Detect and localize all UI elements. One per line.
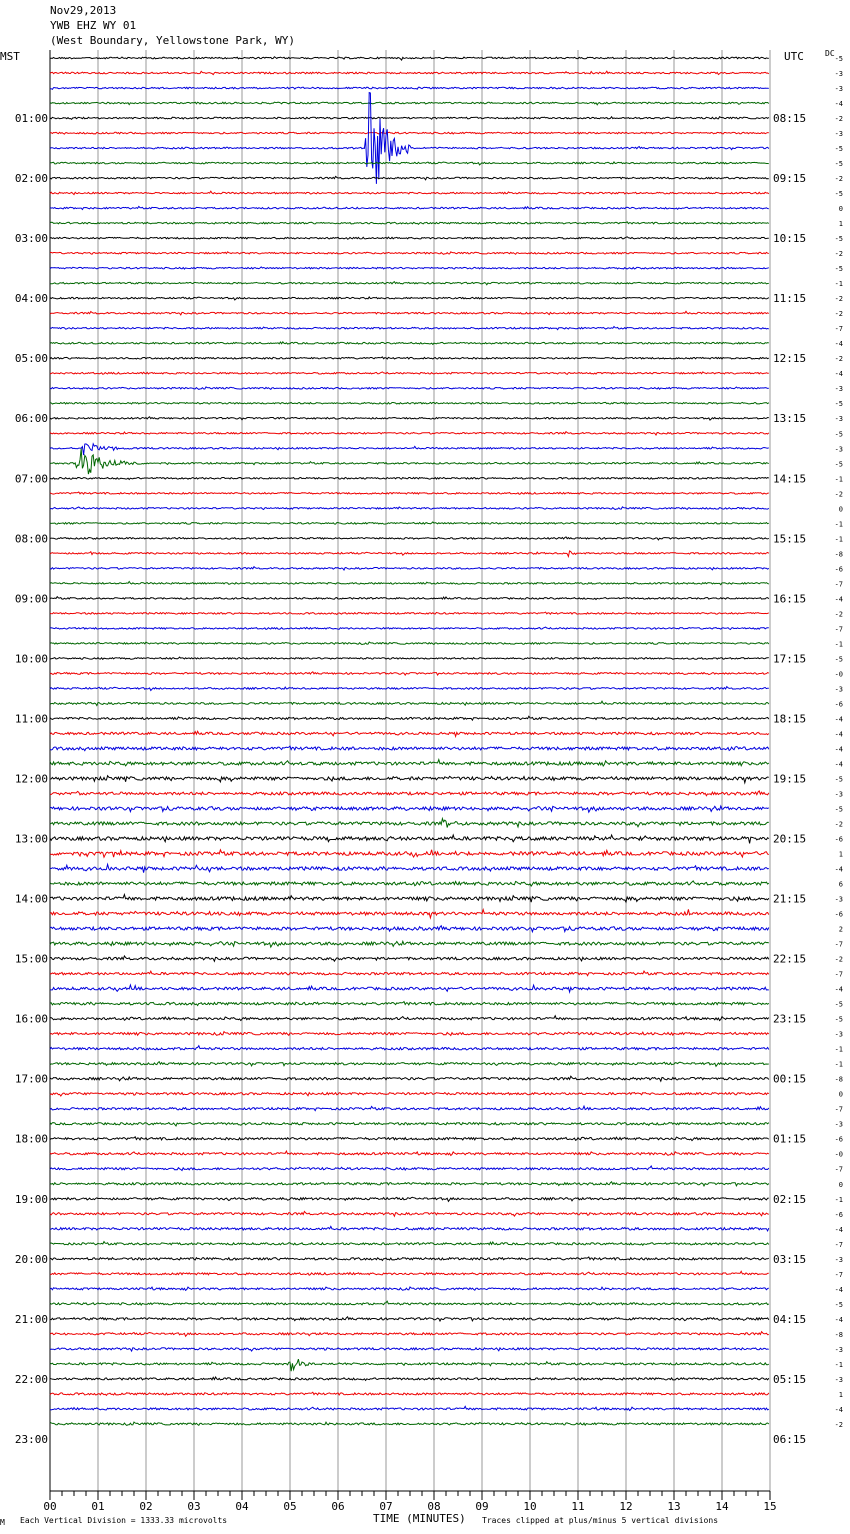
trace-line: [50, 1137, 769, 1141]
trace-line: [50, 1332, 769, 1337]
dc-offset-label: -4: [834, 745, 843, 754]
hour-label-local: 17:00: [14, 1072, 48, 1086]
hour-label-utc: 01:15: [773, 1132, 807, 1146]
dc-offset-label: -5: [834, 400, 843, 409]
trace-line: [50, 1151, 769, 1156]
dc-offset-label: 0: [838, 205, 843, 214]
dc-offset-label: -4: [834, 595, 843, 604]
dc-label: DC: [825, 49, 835, 58]
trace-line: [50, 687, 769, 691]
trace-line: [50, 176, 769, 179]
right-timezone-label: UTC: [784, 50, 804, 63]
trace-line: [50, 551, 769, 557]
dc-offset-label: -1: [834, 280, 843, 289]
dc-offset-label: 1: [838, 220, 843, 229]
dc-offset-label: -2: [834, 115, 843, 124]
hour-label-local: 20:00: [14, 1252, 48, 1266]
trace-line: [50, 1093, 769, 1097]
date-label: Nov29,2013: [50, 4, 117, 17]
x-tick-label: 00: [43, 1500, 57, 1513]
x-tick-label: 11: [571, 1500, 585, 1513]
trace-line: [50, 477, 769, 479]
hour-label-local: 14:00: [14, 892, 48, 906]
dc-offset-label: 6: [838, 880, 843, 889]
trace-line: [50, 760, 769, 766]
dc-offset-label: -3: [834, 130, 843, 139]
hour-label-utc: 05:15: [773, 1372, 807, 1386]
corner-mark: M: [0, 1518, 5, 1527]
trace-line: [50, 1182, 769, 1186]
dc-offset-label: -5: [834, 655, 843, 664]
hour-label-utc: 03:15: [773, 1252, 807, 1266]
dc-offset-label: -1: [834, 1360, 843, 1369]
hour-label-local: 22:00: [14, 1372, 48, 1386]
dc-offset-label: -3: [834, 1375, 843, 1384]
x-tick-label: 14: [715, 1500, 729, 1513]
hour-label-utc: 10:15: [773, 232, 807, 246]
hour-label-utc: 15:15: [773, 532, 807, 546]
dc-offset-label: -1: [834, 535, 843, 544]
trace-line: [50, 1317, 769, 1321]
hour-label-utc: 18:15: [773, 712, 807, 726]
dc-offset-label: -8: [834, 550, 843, 559]
trace-line: [50, 850, 769, 858]
hour-label-utc: 11:15: [773, 292, 807, 306]
dc-offset-label: -1: [834, 520, 843, 529]
hour-label-utc: 02:15: [773, 1192, 807, 1206]
trace-line: [50, 956, 769, 961]
trace-line: [50, 582, 769, 585]
dc-offset-label: -1: [834, 1195, 843, 1204]
trace-line: [50, 1062, 769, 1067]
dc-offset-label: -3: [834, 70, 843, 79]
hour-label-local: 21:00: [14, 1312, 48, 1326]
trace-line: [50, 819, 769, 828]
x-tick-label: 03: [187, 1500, 201, 1513]
dc-offset-label: -3: [834, 790, 843, 799]
dc-offset-label: -4: [834, 100, 843, 109]
dc-offset-label: -3: [834, 1255, 843, 1264]
trace-line: [50, 835, 769, 843]
dc-offset-label: -3: [834, 895, 843, 904]
trace-line: [50, 746, 769, 751]
dc-offset-label: 0: [838, 505, 843, 514]
trace-line: [50, 791, 769, 796]
hour-label-local: 04:00: [14, 292, 48, 306]
dc-offset-label: -4: [834, 1225, 843, 1234]
dc-offset-label: -3: [834, 1120, 843, 1129]
trace-line: [50, 1016, 769, 1021]
hour-label-local: 02:00: [14, 172, 48, 186]
dc-offset-label: -4: [834, 340, 843, 349]
trace-line: [50, 71, 769, 74]
dc-offset-label: -2: [834, 295, 843, 304]
dc-offset-label: -1: [834, 640, 843, 649]
dc-offset-label: -2: [834, 310, 843, 319]
trace-line: [50, 1123, 769, 1126]
dc-offset-label: -2: [834, 250, 843, 259]
trace-line: [50, 1076, 769, 1081]
hour-label-local: 15:00: [14, 952, 48, 966]
trace-line: [50, 909, 769, 918]
trace-line: [50, 1002, 769, 1006]
x-tick-label: 04: [235, 1500, 249, 1513]
dc-offset-label: 1: [838, 850, 843, 859]
x-tick-label: 10: [523, 1500, 537, 1513]
hour-label-local: 23:00: [14, 1432, 48, 1446]
hour-label-utc: 13:15: [773, 412, 807, 426]
dc-offset-label: -5: [834, 145, 843, 154]
hour-label-local: 16:00: [14, 1012, 48, 1026]
dc-offset-label: -5: [834, 265, 843, 274]
dc-offset-label: 0: [838, 1090, 843, 1099]
hour-label-utc: 23:15: [773, 1012, 807, 1026]
trace-line: [50, 1046, 769, 1050]
trace-line: [50, 282, 769, 285]
dc-offset-label: -3: [834, 1345, 843, 1354]
dc-offset-label: -2: [834, 820, 843, 829]
location-label: (West Boundary, Yellowstone Park, WY): [50, 34, 296, 47]
trace-line: [50, 267, 769, 269]
trace-line: [50, 402, 769, 404]
trace-line: [50, 387, 769, 390]
hour-label-local: 19:00: [14, 1192, 48, 1206]
trace-line: [50, 449, 769, 475]
trace-line: [50, 93, 769, 184]
hour-label-utc: 21:15: [773, 892, 807, 906]
x-tick-label: 05: [283, 1500, 297, 1513]
trace-line: [50, 941, 769, 947]
x-tick-label: 07: [379, 1500, 393, 1513]
dc-offset-label: -3: [834, 1030, 843, 1039]
trace-line: [50, 102, 769, 105]
hour-label-local: 12:00: [14, 772, 48, 786]
trace-line: [50, 1422, 769, 1425]
dc-offset-label: -3: [834, 385, 843, 394]
dc-offset-label: -2: [834, 610, 843, 619]
trace-line: [50, 971, 769, 976]
dc-offset-label: -1: [834, 1045, 843, 1054]
dc-offset-label: -3: [834, 685, 843, 694]
trace-line: [50, 87, 769, 89]
hour-label-utc: 09:15: [773, 172, 807, 186]
dc-offset-label: -3: [834, 415, 843, 424]
trace-line: [50, 132, 769, 134]
trace-line: [50, 432, 769, 435]
dc-offset-label: -4: [834, 1285, 843, 1294]
dc-offset-label: -5: [834, 775, 843, 784]
x-tick-label: 06: [331, 1500, 345, 1513]
trace-line: [50, 507, 769, 510]
trace-line: [50, 657, 769, 659]
trace-line: [50, 627, 769, 629]
trace-line: [50, 1032, 769, 1036]
dc-offset-label: -7: [834, 1165, 843, 1174]
trace-line: [50, 864, 769, 872]
clip-note: Traces clipped at plus/minus 5 vertical divisions: [482, 1516, 719, 1525]
trace-line: [50, 985, 769, 992]
dc-offset-label: 2: [838, 925, 843, 934]
dc-offset-label: -6: [834, 910, 843, 919]
trace-line: [50, 1226, 769, 1231]
trace-line: [50, 222, 769, 225]
dc-offset-label: -2: [834, 955, 843, 964]
trace-line: [50, 1287, 769, 1290]
hour-label-local: 07:00: [14, 472, 48, 486]
dc-offset-label: -4: [834, 865, 843, 874]
trace-line: [50, 297, 769, 300]
dc-offset-label: -5: [834, 235, 843, 244]
hour-label-local: 08:00: [14, 532, 48, 546]
dc-offset-label: -5: [834, 160, 843, 169]
dc-offset-label: -4: [834, 730, 843, 739]
dc-offset-label: -2: [834, 490, 843, 499]
dc-offset-label: -8: [834, 1330, 843, 1339]
hour-label-local: 03:00: [14, 232, 48, 246]
trace-line: [50, 417, 769, 420]
dc-offset-label: -7: [834, 1240, 843, 1249]
trace-line: [50, 881, 769, 886]
trace-line: [50, 567, 769, 570]
trace-line: [50, 1301, 769, 1305]
left-timezone-label: MST: [0, 50, 20, 63]
dc-offset-label: -2: [834, 175, 843, 184]
dc-offset-label: 1: [838, 1390, 843, 1399]
dc-offset-label: -5: [834, 430, 843, 439]
trace-line: [50, 57, 769, 60]
trace-line: [50, 672, 769, 675]
x-tick-label: 09: [475, 1500, 489, 1513]
hour-label-local: 09:00: [14, 592, 48, 606]
dc-offset-label: -6: [834, 1210, 843, 1219]
trace-line: [50, 1106, 769, 1110]
dc-offset-label: -7: [834, 1270, 843, 1279]
x-tick-label: 12: [619, 1500, 633, 1513]
trace-line: [50, 731, 769, 736]
station-label: YWB EHZ WY 01: [50, 19, 137, 32]
x-tick-label: 13: [667, 1500, 681, 1513]
dc-offset-label: -5: [834, 1000, 843, 1009]
trace-line: [50, 206, 769, 209]
dc-offset-label: -6: [834, 700, 843, 709]
trace-line: [50, 1406, 769, 1410]
dc-offset-label: -4: [834, 760, 843, 769]
dc-offset-label: -6: [834, 565, 843, 574]
trace-line: [50, 237, 769, 239]
trace-line: [50, 252, 769, 255]
trace-line: [50, 716, 769, 720]
trace-line: [50, 1197, 769, 1201]
hour-label-utc: 19:15: [773, 772, 807, 786]
scale-note: Each Vertical Division = 1333.33 microvolts: [20, 1516, 228, 1525]
dc-offset-label: -4: [834, 1315, 843, 1324]
trace-line: [50, 117, 769, 120]
trace-line: [50, 701, 769, 705]
trace-line: [50, 1211, 769, 1216]
dc-offset-label: -6: [834, 835, 843, 844]
dc-offset-label: -5: [834, 190, 843, 199]
trace-line: [50, 1271, 769, 1275]
dc-offset-label: -1: [834, 1060, 843, 1069]
dc-offset-label: 0: [838, 1180, 843, 1189]
trace-line: [50, 444, 769, 455]
dc-offset-label: -7: [834, 580, 843, 589]
hour-label-utc: 00:15: [773, 1072, 807, 1086]
dc-offset-label: -7: [834, 940, 843, 949]
dc-offset-label: -7: [834, 1105, 843, 1114]
dc-offset-label: -7: [834, 625, 843, 634]
dc-offset-label: -2: [834, 355, 843, 364]
x-axis-title: TIME (MINUTES): [373, 1512, 466, 1525]
hour-label-utc: 16:15: [773, 592, 807, 606]
trace-line: [50, 1359, 769, 1371]
hour-label-utc: 17:15: [773, 652, 807, 666]
dc-offset-label: -5: [834, 460, 843, 469]
hour-label-local: 13:00: [14, 832, 48, 846]
hour-label-local: 11:00: [14, 712, 48, 726]
x-tick-label: 01: [91, 1500, 105, 1513]
trace-line: [50, 1348, 769, 1351]
hour-label-local: 06:00: [14, 412, 48, 426]
hour-label-utc: 22:15: [773, 952, 807, 966]
hour-label-local: 10:00: [14, 652, 48, 666]
dc-offset-label: -4: [834, 370, 843, 379]
dc-offset-label: -5: [834, 805, 843, 814]
dc-offset-label: -3: [834, 85, 843, 94]
trace-line: [50, 612, 769, 614]
hour-label-utc: 06:15: [773, 1432, 807, 1446]
trace-line: [50, 357, 769, 360]
trace-line: [50, 1166, 769, 1171]
dc-offset-label: -6: [834, 1135, 843, 1144]
hour-label-local: 05:00: [14, 352, 48, 366]
dc-offset-label: -0: [834, 670, 843, 679]
x-tick-label: 02: [139, 1500, 153, 1513]
trace-line: [50, 327, 769, 330]
trace-line: [50, 162, 769, 165]
trace-line: [50, 191, 769, 194]
dc-offset-label: -7: [834, 325, 843, 334]
hour-label-utc: 08:15: [773, 112, 807, 126]
x-tick-label: 08: [427, 1500, 441, 1513]
trace-line: [50, 1242, 769, 1246]
hour-label-utc: 14:15: [773, 472, 807, 486]
dc-offset-label: -4: [834, 1405, 843, 1414]
dc-offset-label: -5: [834, 1300, 843, 1309]
dc-offset-label: -0: [834, 1150, 843, 1159]
trace-line: [50, 895, 769, 903]
dc-offset-label: -2: [834, 1420, 843, 1429]
trace-line: [50, 806, 769, 812]
trace-line: [50, 492, 769, 494]
hour-label-local: 01:00: [14, 112, 48, 126]
trace-line: [50, 522, 769, 524]
trace-line: [50, 311, 769, 315]
trace-line: [50, 1392, 769, 1395]
trace-line: [50, 342, 769, 345]
trace-line: [50, 1257, 769, 1260]
hour-label-local: 18:00: [14, 1132, 48, 1146]
hour-label-utc: 12:15: [773, 352, 807, 366]
trace-line: [50, 926, 769, 932]
dc-offset-label: -1: [834, 475, 843, 484]
dc-offset-label: -5: [834, 55, 843, 63]
trace-line: [50, 642, 769, 645]
trace-line: [50, 537, 769, 540]
dc-offset-label: -5: [834, 1015, 843, 1024]
hour-label-utc: 20:15: [773, 832, 807, 846]
dc-offset-label: -4: [834, 715, 843, 724]
dc-offset-label: -8: [834, 1075, 843, 1084]
dc-offset-label: -4: [834, 985, 843, 994]
x-tick-label: 15: [763, 1500, 777, 1513]
trace-line: [50, 776, 769, 783]
hour-label-utc: 04:15: [773, 1312, 807, 1326]
dc-offset-label: -3: [834, 445, 843, 454]
trace-line: [50, 1377, 769, 1380]
trace-line: [50, 372, 769, 375]
trace-line: [50, 597, 769, 600]
dc-offset-label: -7: [834, 970, 843, 979]
